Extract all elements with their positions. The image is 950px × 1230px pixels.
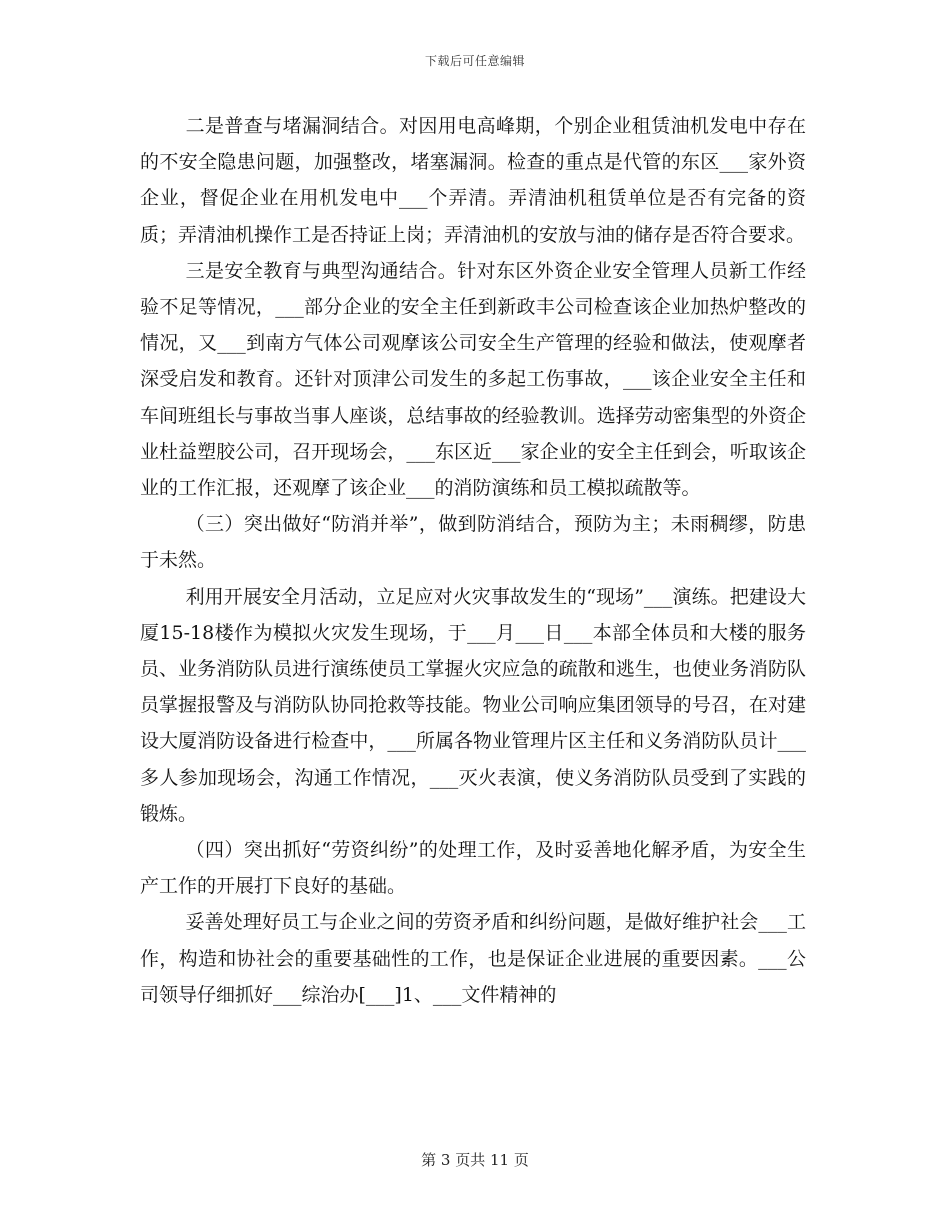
paragraph-fire-drill: 利用开展安全月活动，立足应对火灾事故发生的“现场”___演练。把建设大厦15-18楼作为模拟火灾发生现场，于___月___日___本部全体员和大楼的服务员、业务消防队员进行演练使员工掌握火灾应急的疏散和逃生，也使业务消防队员掌握报警及与消防队协同抢救等技能。物业公司响应集团领导的号召，在对建设大厦消防设备进行检查中，___所属各物业管理片区主任和义务消防队员计___多人参加现场会，沟通工作情况，___灭火表演，使义务消防队员受到了实践的锻炼。	[140, 585, 806, 825]
paragraph-safety-education: 三是安全教育与典型沟通结合。针对东区外资企业安全管理人员新工作经验不足等情况，___部分企业的安全主任到新政丰公司检查该企业加热炉整改的情况，又___到南方气体公司观摩该公司安全生产管理的经验和做法，使观摩者深受启发和教育。还针对顶津公司发生的多起工伤事故，___该企业安全主任和车间班组长与事故当事人座谈，总结事故的经验教训。选择劳动密集型的外资企业杜益塑胶公司，召开现场会，___东区近___家企业的安全主任到会，听取该企业的工作汇报，还观摩了该企业___的消防演练和员工模拟疏散等。	[140, 259, 806, 500]
paragraph-inspection: 二是普查与堵漏洞结合。对因用电高峰期，个别企业租赁油机发电中存在的不安全隐患问题，加强整改，堵塞漏洞。检查的重点是代管的东区___家外资企业，督促企业在用机发电中___个弄清。弄清油机租赁单位是否有完备的资质；弄清油机操作工是否持证上岗；弄清油机的安放与油的储存是否符合要求。	[140, 115, 806, 246]
page-number: 第 3 页共 11 页	[421, 1151, 529, 1169]
page-header-note: 下载后可任意编辑	[424, 54, 525, 68]
paragraph-labor-dispute: 妥善处理好员工与企业之间的劳资矛盾和纠纷问题，是做好维护社会___工作，构造和协社会的重要基础性的工作，也是保证企业进展的重要因素。___公司领导仔细抓好___综治办[___]1、___文件精神的	[140, 911, 806, 1006]
paragraph-fire-prevention-heading: （三）突出做好“防消并举”，做到防消结合，预防为主；未雨稠缪，防患于未然。	[140, 513, 806, 572]
paragraph-labor-dispute-heading: （四）突出抓好“劳资纠纷”的处理工作，及时妥善地化解矛盾，为安全生产工作的开展打下良好的基础。	[140, 839, 806, 898]
document-body	[140, 108, 806, 1013]
